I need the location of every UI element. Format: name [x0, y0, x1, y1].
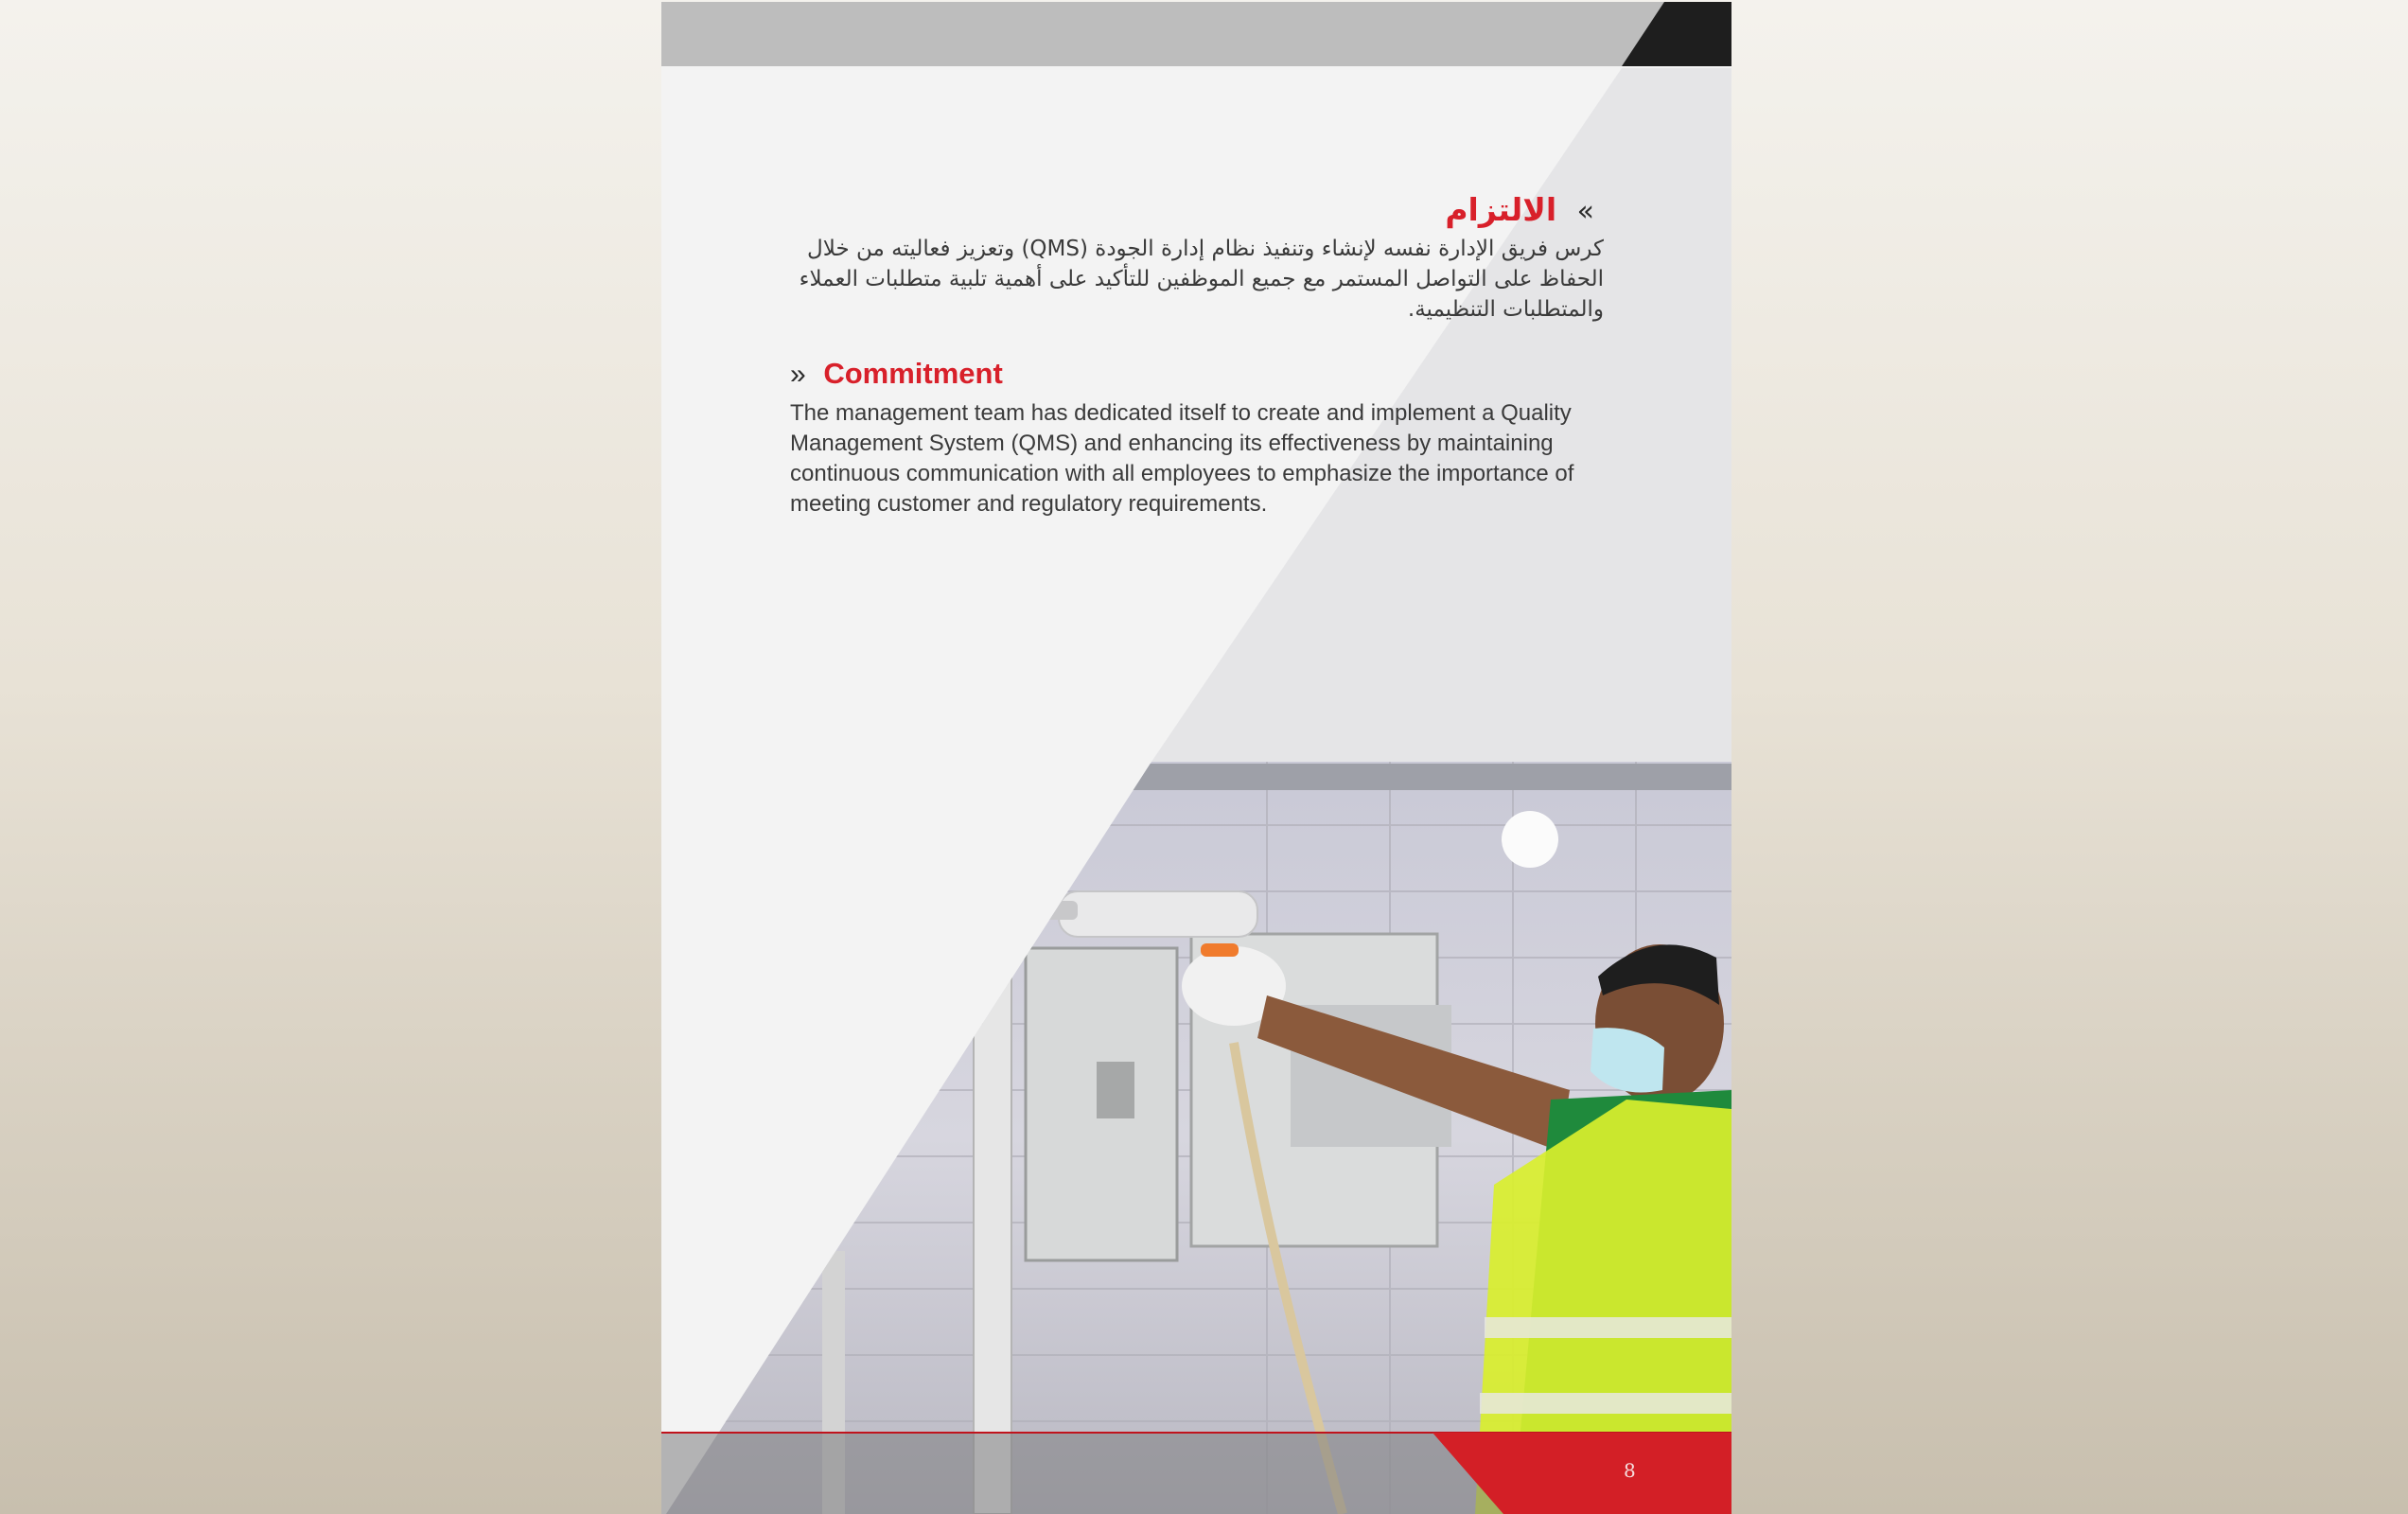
- arabic-body: كرس فريق الإدارة نفسه لإنشاء وتنفيذ نظام إدارة الجودة (QMS) وتعزيز فعاليته من خلال الحفاظ على التواصل المستمر مع جميع الموظفين للتأكيد على أهمية تلبية متطلبات العملاء والمتطلبات التنظيمية.: [799, 237, 1604, 322]
- arabic-heading: [790, 191, 1604, 228]
- brochure-page: [661, 2, 1731, 1514]
- english-body: The management team has dedicated itself to create and implement a Quality Management System (QMS) and enhancing its effectiveness by maintaining continuous communication with all employees to emphasize the importance of meeting customer and regulatory requirements.: [790, 400, 1574, 517]
- top-band: [661, 2, 1731, 66]
- arabic-commitment-section: [790, 191, 1604, 325]
- english-commitment-section: [790, 357, 1604, 519]
- chevron-bullet-icon: »: [790, 359, 806, 390]
- chevron-bullet-icon: »: [1576, 195, 1594, 228]
- arabic-title: الالتزام: [1445, 191, 1557, 228]
- page-number: 8: [1624, 1459, 1636, 1482]
- english-heading: [790, 357, 1604, 391]
- english-title: Commitment: [823, 357, 1003, 390]
